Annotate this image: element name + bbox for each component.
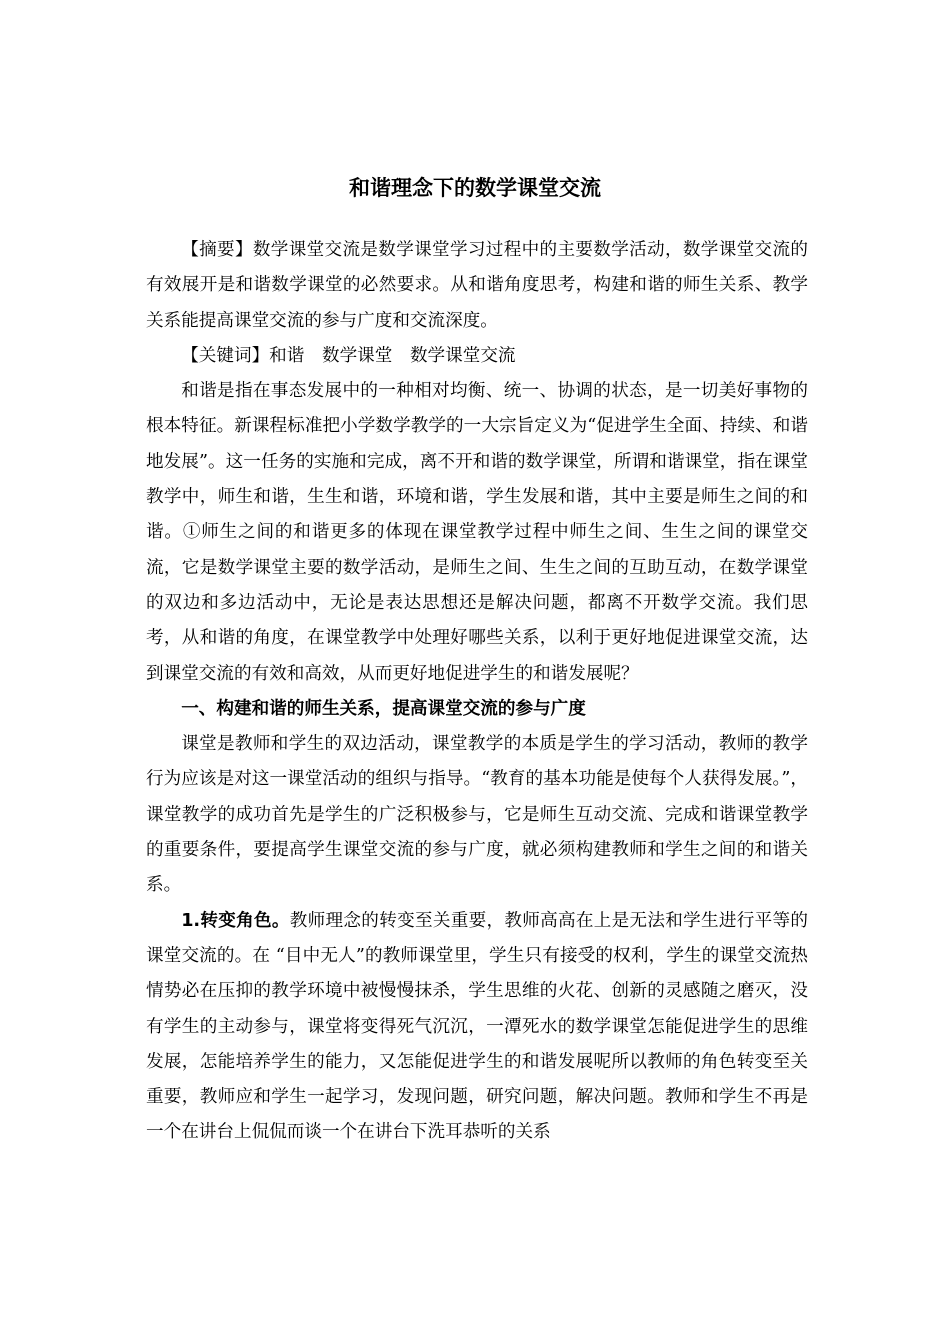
section-paragraph: 课堂是教师和学生的双边活动，课堂教学的本质是学生的学习活动，教师的教学行为应该是对这一课堂活动的组织与指导。“教育的基本功能是使每个人获得发展。”，课堂教学的成功首先是学生的广泛积极参与，它是师生互动交流、完成和谐课堂教学的重要条件，要提高学生课堂交流的参与广度，就必须构建教师和学生之间的和谐关系。 (146, 734, 808, 896)
abstract-text: 数学课堂交流是数学课堂学习过程中的主要数学活动，数学课堂交流的有效展开是和谐数学课堂的必然要求。从和谐角度思考，构建和谐的师生关系、教学关系能提高课堂交流的参与广度和交流深度。 (146, 240, 808, 331)
section-heading: 一、构建和谐的师生关系，提高课堂交流的参与广度 (181, 698, 586, 719)
intro-paragraph: 和谐是指在事态发展中的一种相对均衡、统一、协调的状态，是一切美好事物的根本特征。新课程标准把小学数学教学的一大宗旨定义为“促进学生全面、持续、和谐地发展”。这一任务的实施和完成，离不开和谐的数学课堂，所谓和谐课堂，指在课堂教学中，师生和谐，生生和谐，环境和谐，学生发展和谐，其中主要是师生之间的和谐。①师生之间的和谐更多的体现在课堂教学过程中师生之间、生生之间的课堂交流，它是数学课堂主要的数学活动，是师生之间、生生之间的互助互动，在数学课堂的双边和多边活动中，无论是表达思想还是解决问题，都离不开数学交流。我们思考，从和谐的角度，在课堂教学中处理好哪些关系，以利于更好地促进课堂交流，达到课堂交流的有效和高效，从而更好地促进学生的和谐发展呢？ (146, 381, 808, 684)
keywords-label: 【关键词】 (181, 345, 270, 366)
keyword: 数学课堂交流 (409, 345, 516, 366)
abstract-label: 【摘要】 (181, 240, 253, 260)
point-text: 教师理念的转变至关重要，教师高高在上是无法和学生进行平等的课堂交流的。在 “目中无人”的教师课堂里，学生只有接受的权利，学生的课堂交流热情势必在压抑的教学环境中被慢慢抹杀，学生思维的火花、创新的灵感随之磨灭，没有学生的主动参与，课堂将变得死气沉沉，一潭死水的数学课堂怎能促进学生的思维发展，怎能培养学生的能力，又怎能促进学生的和谐发展呢所以教师的角色转变至关重要，教师应和学生一起学习，发现问题，研究问题，解决问题。教师和学生不再是一个在讲台上侃侃而谈一个在讲台下洗耳恭听的关系 (146, 910, 808, 1143)
point-label: 1.转变角色。 (181, 910, 290, 931)
keyword: 数学课堂 (321, 345, 393, 366)
point-paragraph (146, 904, 808, 1151)
keyword: 和谐 (269, 345, 305, 366)
document-body (146, 233, 808, 1151)
abstract-paragraph (146, 233, 808, 339)
document-title: 和谐理念下的数学课堂交流 (349, 176, 601, 200)
keywords-paragraph (146, 339, 808, 374)
